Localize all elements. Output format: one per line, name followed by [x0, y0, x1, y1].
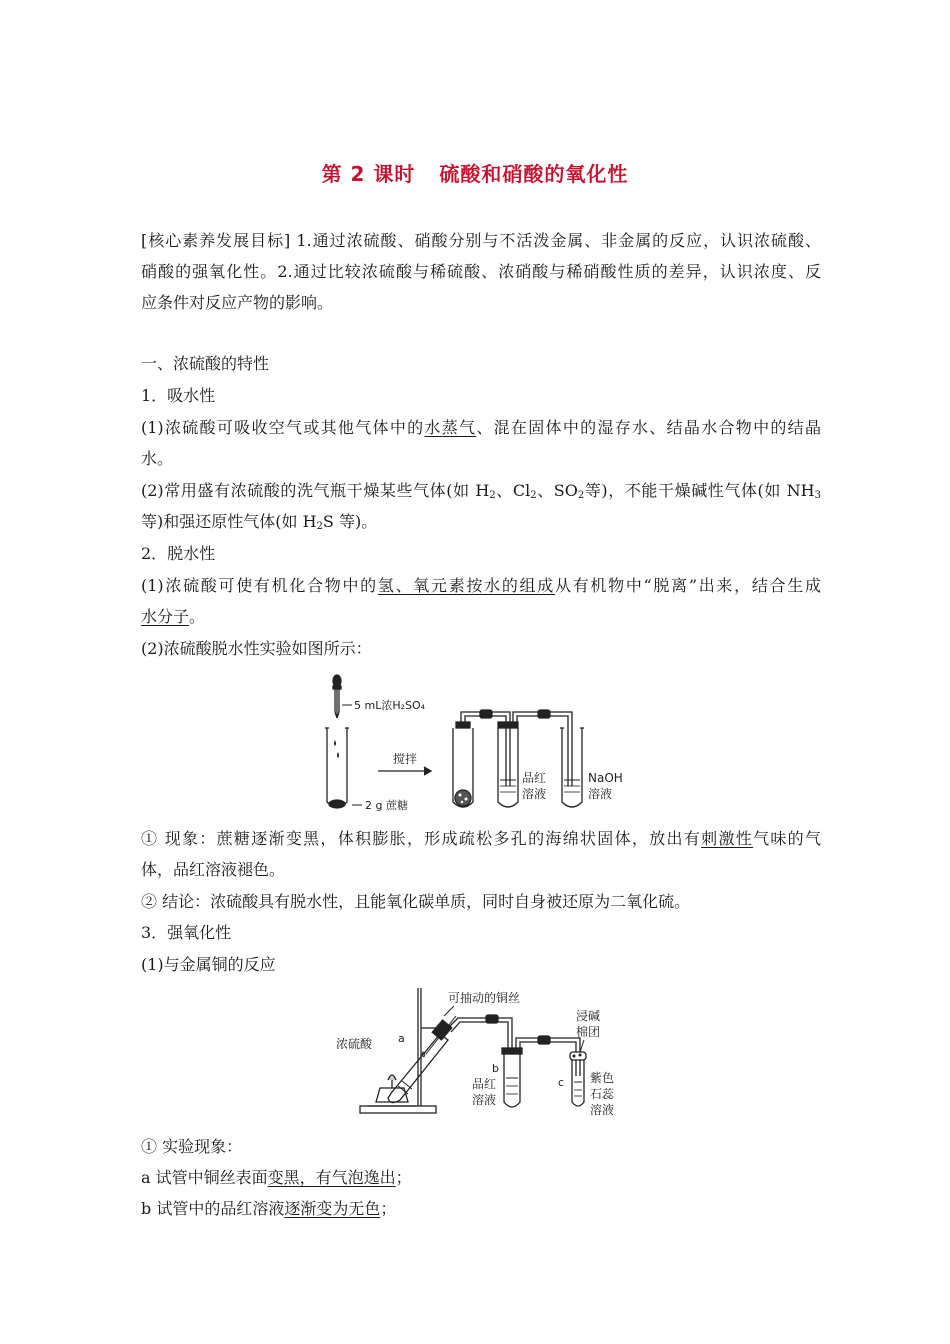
para-line: ① 实验现象： [141, 1137, 243, 1156]
lesson-topic: 硫酸和硝酸的氧化性 [439, 162, 629, 186]
svg-text:c: c [558, 1076, 565, 1089]
svg-text:品红: 品红 [522, 771, 547, 785]
goals-line-1: [核心素养发展目标] 1.通过浓硫酸、硝酸分别与不活泼金属、非金属的反应，认识浓硫酸、 [141, 231, 821, 250]
svg-text:溶液: 溶液 [588, 787, 613, 801]
test-tube-pinhong-icon [498, 722, 518, 807]
goals-line-3: 应条件对反应产物的影响。 [141, 293, 334, 312]
label-wire: 可抽动的铜丝 [448, 991, 521, 1005]
page-title [0, 158, 950, 187]
subheading-hygroscopic: 1．吸水性 [141, 386, 216, 405]
answer-blank: 变黑，有气泡逸出 [267, 1168, 396, 1187]
figure-dehydration-apparatus [310, 668, 650, 816]
para-line: ① 现象：蔗糖逐渐变黑，体积膨胀，形成疏松多孔的海绵状固体，放出有刺激性气味的气 [141, 829, 821, 848]
para-line: ② 结论：浓硫酸具有脱水性，且能氧化碳单质，同时自身被还原为二氧化硫。 [141, 892, 691, 911]
answer-blank: 逐渐变为无色 [284, 1199, 381, 1218]
svg-text:溶液: 溶液 [522, 787, 547, 801]
test-tube-carbon-icon [453, 722, 473, 807]
figure-copper-reaction-apparatus [332, 982, 632, 1118]
label-stir: 搅拌 [393, 752, 418, 766]
section-heading: 一、浓硫酸的特性 [141, 354, 270, 373]
answer-blank: 氢、氧元素按水的组成 [377, 576, 555, 595]
test-tube-sugar-icon [325, 728, 349, 808]
para-line: (1)与金属铜的反应 [141, 955, 276, 974]
svg-text:紫色: 紫色 [590, 1071, 615, 1085]
test-tube-c-icon [570, 1052, 586, 1106]
svg-text:a: a [398, 1032, 405, 1045]
svg-text:棉团: 棉团 [576, 1025, 601, 1039]
svg-text:石蕊: 石蕊 [590, 1087, 615, 1101]
para-line: 体，品红溶液褪色。 [141, 860, 286, 879]
answer-blank: 水分子 [141, 607, 190, 626]
svg-text:溶液: 溶液 [590, 1103, 615, 1117]
test-tube-b-icon [502, 1048, 522, 1107]
answer-blank: 水蒸气 [424, 418, 477, 437]
para-line: (2)常用盛有浓硫酸的洗气瓶干燥某些气体(如 $H_2$、$Cl_2$、$SO_2$等)，不能干燥碱性气体(如 $NH_3$ [141, 481, 821, 501]
para-line: a 试管中铜丝表面变黑，有气泡逸出； [141, 1168, 412, 1187]
para-line: (1)浓硫酸可吸收空气或其他气体中的水蒸气、混在固体中的湿存水、结晶水合物中的结晶 [141, 418, 821, 437]
svg-text:品红: 品红 [472, 1077, 497, 1091]
goals-line-2: 硝酸的强氧化性。2.通过比较浓硫酸与稀硫酸、浓硝酸与稀硝酸性质的差异，认识浓度、反 [141, 262, 821, 281]
subheading-oxidizing: 3．强氧化性 [141, 923, 232, 942]
alcohol-lamp-icon [368, 1075, 416, 1106]
dropper-icon [333, 675, 341, 718]
label-acid: 浓硫酸 [336, 1037, 373, 1051]
answer-blank: 刺激性 [701, 829, 754, 848]
para-line: 水分子。 [141, 607, 206, 626]
para-line: b 试管中的品红溶液逐渐变为无色； [141, 1199, 397, 1218]
para-line: (2)浓硫酸脱水性实验如图所示： [141, 639, 372, 658]
svg-text:b: b [492, 1062, 499, 1075]
label-acid: 5 mL浓H₂SO₄ [354, 699, 426, 712]
lesson-number: 第 2 课时 [321, 162, 416, 186]
subheading-dehydration: 2．脱水性 [141, 544, 216, 563]
svg-text:浸碱: 浸碱 [576, 1009, 601, 1023]
goals-tag: [核心素养发展目标] [141, 231, 291, 250]
para-line: (1)浓硫酸可使有机化合物中的氢、氧元素按水的组成从有机物中“脱离”出来，结合生成 [141, 576, 821, 595]
svg-text:NaOH: NaOH [588, 771, 623, 785]
svg-text:溶液: 溶液 [472, 1093, 497, 1107]
label-sugar: 2 g 蔗糖 [365, 799, 408, 812]
para-line: 等)和强还原性气体(如 $H_2S$ 等)。 [141, 512, 378, 532]
para-line: 水。 [141, 449, 174, 468]
